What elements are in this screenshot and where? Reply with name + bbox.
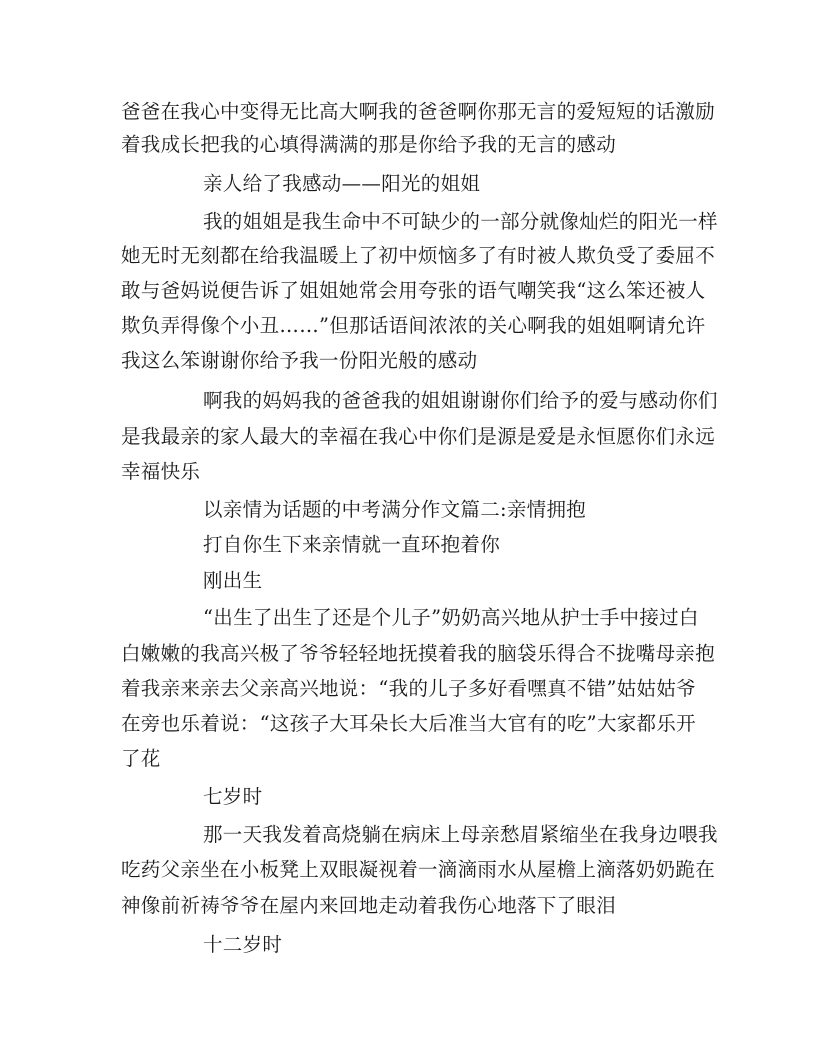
text-line: 敢与爸妈说便告诉了姐姐她常会用夸张的语气嘲笑我“这么笨还被人: [121, 279, 706, 302]
text-line: 是我最亲的家人最大的幸福在我心中你们是源是爱是永恒愿你们永远: [121, 425, 716, 448]
text-line: 着我亲来亲去父亲高兴地说：“我的儿子多好看嘿真不错”姑姑姑爷: [121, 677, 696, 700]
text-line: 欺负弄得像个小丑……”但那话语间浓浓的关心啊我的姐姐啊请允许: [121, 314, 706, 337]
text-line: 我的姐姐是我生命中不可缺少的一部分就像灿烂的阳光一样: [203, 210, 718, 233]
text-line: 她无时无刻都在给我温暖上了初中烦恼多了有时被人欺负受了委屈不: [121, 244, 716, 267]
text-line: 着我成长把我的心填得满满的那是你给予我的无言的感动: [121, 133, 617, 156]
section-heading: 七岁时: [203, 785, 263, 808]
section-heading: 十二岁时: [203, 933, 283, 956]
text-line: 白嫩嫩的我高兴极了爷爷轻轻地抚摸着我的脑袋乐得合不拢嘴母亲抱: [121, 642, 716, 665]
text-line: 那一天我发着高烧躺在病床上母亲愁眉紧缩坐在我身边喂我: [203, 823, 718, 846]
text-line: 打自你生下来亲情就一直环抱着你: [203, 533, 501, 556]
text-line: 在旁也乐着说：“这孩子大耳朵长大后准当大官有的吃”大家都乐开: [121, 712, 696, 735]
text-line: 幸福快乐: [121, 460, 201, 483]
text-line: 吃药父亲坐在小板凳上双眼凝视着一滴滴雨水从屋檐上滴落奶奶跪在: [121, 858, 716, 881]
text-line: 神像前祈祷爷爷在屋内来回地走动着我伤心地落下了眼泪: [121, 894, 617, 917]
section-heading: 亲人给了我感动——阳光的姐姐: [203, 172, 481, 195]
section-heading: 刚出生: [203, 569, 263, 592]
text-line: 了花: [121, 747, 161, 770]
section-heading: 以亲情为话题的中考满分作文篇二:亲情拥抱: [203, 498, 587, 521]
text-line: 爸爸在我心中变得无比高大啊我的爸爸啊你那无言的爱短短的话激励: [121, 100, 716, 123]
text-line: “出生了出生了还是个儿子”奶奶高兴地从护士手中接过白: [203, 606, 699, 629]
text-line: 啊我的妈妈我的爸爸我的姐姐谢谢你们给予的爱与感动你们: [203, 389, 718, 412]
text-line: 我这么笨谢谢你给予我一份阳光般的感动: [121, 349, 478, 372]
